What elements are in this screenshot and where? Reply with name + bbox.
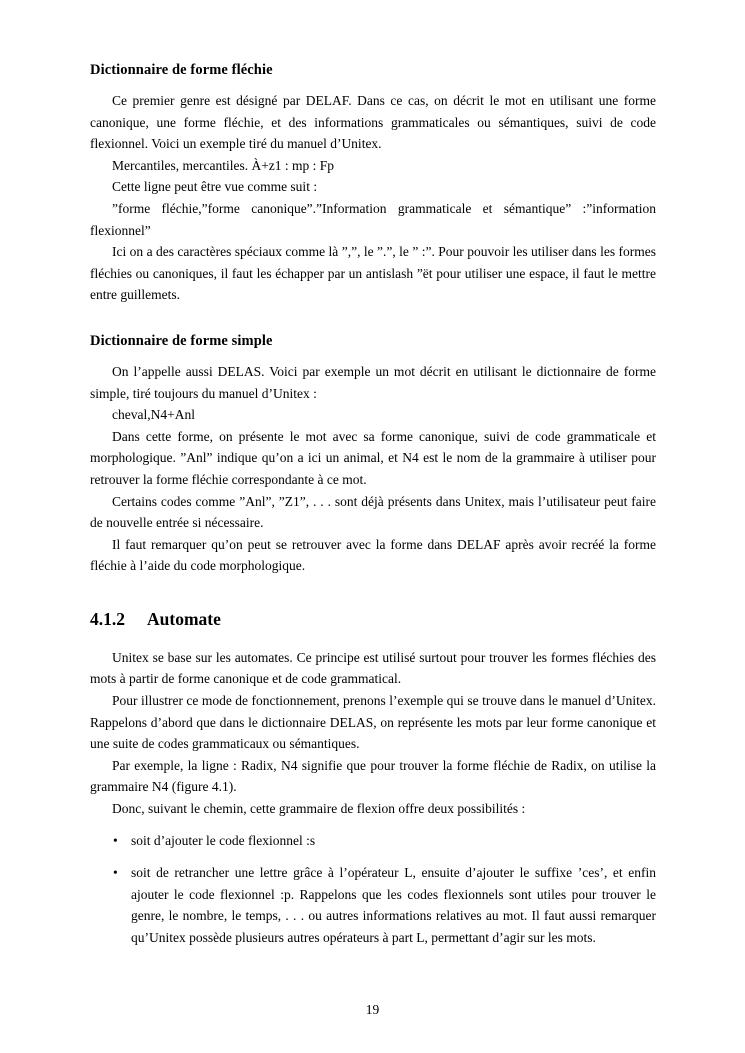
example-line: cheval,N4+Anl <box>112 407 195 423</box>
section-heading-automate <box>90 609 656 630</box>
paragraph: Cette ligne peut être vue comme suit : <box>112 179 318 195</box>
bullet-text: soit d’ajouter le code flexionnel :s <box>131 832 316 848</box>
paragraph: Certains codes comme ”Anl”, ”Z1”, . . . sont déjà présents dans Unitex, mais l’utilisateur peut faire de nouvelle entrée si nécessaire. <box>90 493 656 531</box>
bullet-text: soit de retrancher une lettre grâce à l’opérateur L, ensuite d’ajouter le suffixe ’ces’, et enfin ajouter le code flexionnel :p. Rappelons que les codes flexionnels sont utiles pour trouver le genre, le nombre, le temps, . . . ou autres informations relatives au mot. Il faut aussi remarquer qu’Unitex possède plusieurs autres opérateurs à part L, permettant d’agir sur les mots. <box>131 865 656 945</box>
example-line: Mercantiles, mercantiles. À+z1 : mp : Fp <box>112 157 335 173</box>
paragraph: Unitex se base sur les automates. Ce principe est utilisé surtout pour trouver les formes fléchies des mots à partir de forme canonique et de code grammatical. <box>90 649 656 687</box>
paragraph: Il faut remarquer qu’on peut se retrouver avec la forme dans DELAF après avoir recréé la forme fléchie à l’aide du code morphologique. <box>90 536 656 574</box>
paragraph: Pour illustrer ce mode de fonctionnement, prenons l’exemple qui se trouve dans le manuel d’Unitex. Rappelons d’abord que dans le dictionnaire DELAS, on représente les mots par leur forme canonique et une suite de codes grammaticaux ou sémantiques. <box>90 693 656 752</box>
bullet-icon: • <box>113 865 118 881</box>
section-number: 4.1.2 <box>90 608 125 629</box>
paragraph: Ici on a des caractères spéciaux comme là ”,”, le ”.”, le ” :”. Pour pouvoir les utiliser dans les formes fléchies ou canoniques, il faut les échapper par un antislash ”ët pour utiliser une espace, il faut le mettre entre guillemets. <box>90 244 656 303</box>
list-item <box>90 830 656 852</box>
paragraph: Donc, suivant le chemin, cette grammaire de flexion offre deux possibilités : <box>112 801 526 817</box>
list-item <box>90 862 656 948</box>
subheading-forme-simple: Dictionnaire de forme simple <box>90 332 273 349</box>
paragraph: On l’appelle aussi DELAS. Voici par exemple un mot décrit en utilisant le dictionnaire de forme simple, tiré toujours du manuel d’Unitex : <box>90 363 656 401</box>
bullet-icon: • <box>113 832 118 848</box>
section-title: Automate <box>147 608 221 629</box>
paragraph: Dans cette forme, on présente le mot avec sa forme canonique, suivi de code grammaticale et morphologique. ”Anl” indique qu’on a ici un animal, et N4 est le nom de la grammaire à utiliser pour retrouver la forme fléchie correspondante à ce mot. <box>90 428 656 487</box>
subheading-forme-flechie: Dictionnaire de forme fléchie <box>90 62 273 78</box>
paragraph: Par exemple, la ligne : Radix, N4 signifie que pour trouver la forme fléchie de Radix, on utilise la grammaire N4 (figure 4.1). <box>90 757 656 795</box>
example-line: ”forme fléchie,”forme canonique”.”Information grammaticale et sémantique” :”information flexionnel” <box>90 200 656 238</box>
paragraph: Ce premier genre est désigné par DELAF. Dans ce cas, on décrit le mot en utilisant une forme canonique, une forme fléchie, et des informations grammaticales ou sémantiques, suivi de code flexionnel. Voici un exemple tiré du manuel d’Unitex. <box>90 93 656 152</box>
bullet-list <box>90 830 656 949</box>
page-number: 19 <box>365 1002 380 1017</box>
